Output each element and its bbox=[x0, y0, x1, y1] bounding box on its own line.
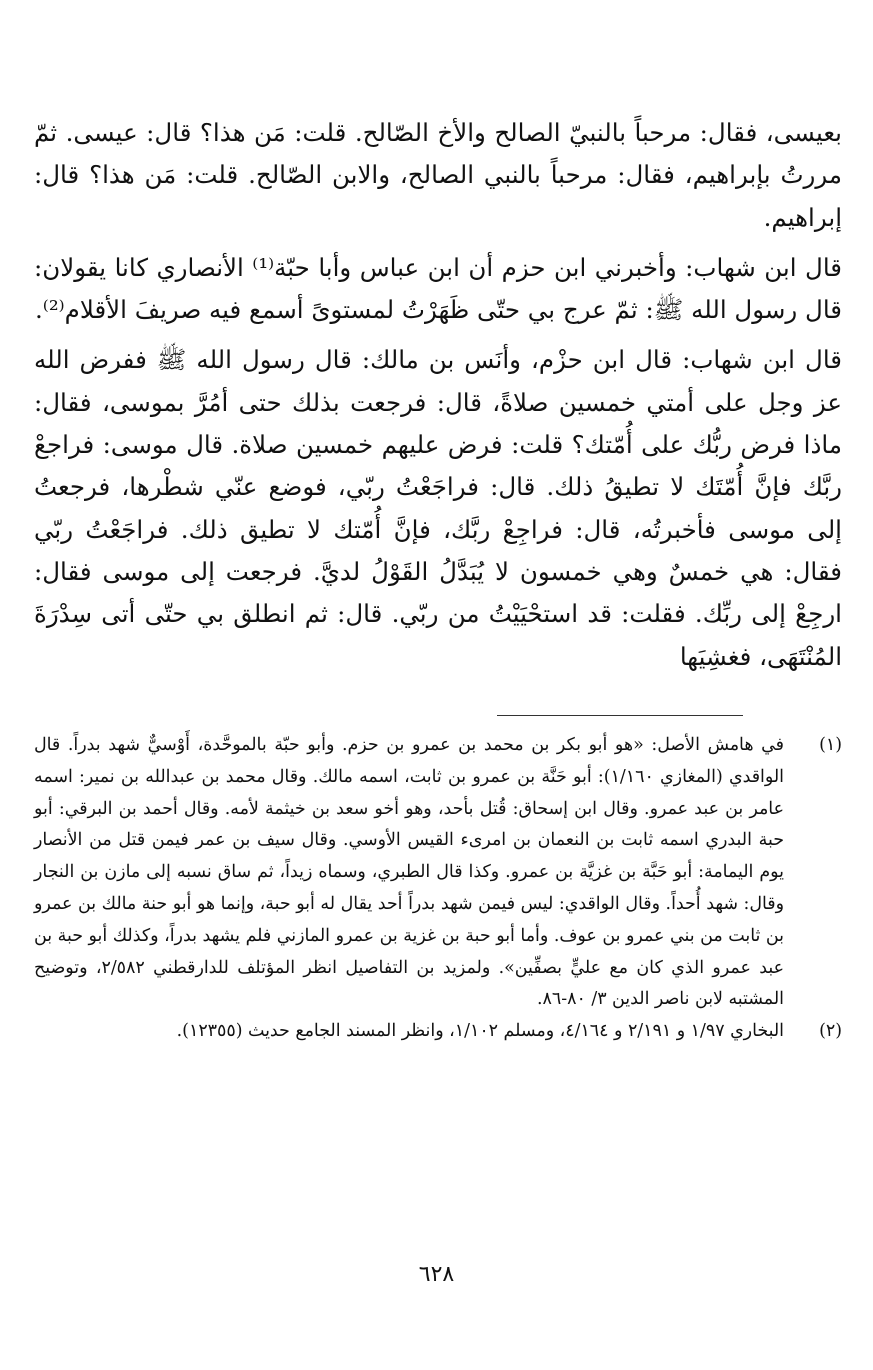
footnote-2 bbox=[34, 1016, 842, 1048]
footnote-separator bbox=[497, 715, 743, 716]
main-text bbox=[34, 112, 842, 678]
paragraph-2: قال ابن شهاب: وأخبرني ابن حزم أن ابن عباس وأبا حبّة⁽¹⁾ الأنصاري كانا يقولان: قال رسول الله ﷺ: ثمّ عرج بي حتّى ظَهَرْتُ لمستوىً أسمع فيه صريفَ الأقلام⁽²⁾. bbox=[34, 252, 842, 325]
footnote-text: البخاري ١/٩٧ و ٢/١٩١ و ٤/١٦٤، ومسلم ١/١٠٢، وانظر المسند الجامع حديث (١٢٣٥٥). bbox=[176, 1021, 784, 1042]
footnote-text: في هامش الأصل: «هو أبو بكر بن محمد بن عمرو بن حزم. وأبو حبّة بالموحَّدة، أَوْسيٌّ شهد بدراً. قال الواقدي (المغازي ١/١٦٠): أبو حَنَّة بن عمرو بن ثابت، اسمه مالك. وقال محمد بن عبدالله بن نمير: اسمه عامر بن عبد عمرو. وقال ابن إسحاق: قُتل بأحد، وهو أخو سعد بن خيثمة لأمه. وقال أحمد بن البرقي: أبو حبة البدري اسمه ثابت بن النعمان بن امرىء القيس الأوسي. وقال سيف بن عمر فيمن قتل من الأنصار يوم اليمامة: أبو حَبَّة بن غزيَّة بن عمرو. وكذا قال الطبري، وسماه زيداً، ثم ساق نسبه إلى مازن بن النجار وقال: شهد أُحداً. وقال الواقدي: ليس فيمن شهد بدراً أحد يقال له أبو حبة، وإنما هو أبو حنة مالك بن عمرو بن ثابت من بني عمرو بن عوف. وأما أبو حبة بن غزية بن عمرو المازني فلم يشهد بدراً، وكذلك أبو حبة بن عبد عمرو الذي كان مع عليٍّ بصفِّين». ولمزيد بن التفاصيل انظر المؤتلف للدارقطني ٢/٥٨٢، وتوضيح المشتبه لابن ناصر الدين ٣/ ٨٠-٨٦. bbox=[34, 735, 785, 1010]
footnote-1 bbox=[34, 730, 842, 1016]
footnotes bbox=[34, 730, 842, 1048]
page-number: ٦٢٨ bbox=[418, 1262, 455, 1287]
footnote-number: (١) bbox=[819, 735, 842, 755]
paragraph-3: قال ابن شهاب: قال ابن حزْم، وأنَس بن مالك: قال رسول الله ﷺ ففرض الله عز وجل على أمتي خمسين صلاةً، قال: فرجعت بذلك حتى أمُرَّ بموسى، فقال: ماذا فرض ربُّك على أُمّتك؟ قلت: فرض عليهم خمسين صلاة. قال موسى: فراجعْ ربَّك فإنَّ أُمّتَك لا تطيقُ ذلك. قال: فراجَعْتُ ربّي، فوضع عنّي شطْرها، فرجعتُ إلى موسى فأخبرتُه، قال: فراجِعْ ربَّك، فإنَّ أُمّتك لا تطيق ذلك. فراجَعْتُ ربّي فقال: هي خمسٌ وهي خمسون لا يُبَدَّلُ القَوْلُ لديَّ. فرجعت إلى موسى فقال: ارجِعْ إلى ربِّك. فقلت: قد استحْيَيْتُ من ربّي. قال: ثم انطلق بي حتّى أتى سِدْرَةَ المُنْتَهَى، فغشِيَها bbox=[34, 345, 842, 671]
paragraph-1: بعيسى، فقال: مرحباً بالنبيّ الصالح والأخ الصّالح. قلت: مَن هذا؟ قال: عيسى. ثمّ مررتُ بإبراهيم، فقال: مرحباً بالنبي الصالح، والابن الصّالح. قلت: مَن هذا؟ قال: إبراهيم. bbox=[34, 118, 842, 232]
footnote-number: (٢) bbox=[819, 1021, 842, 1042]
